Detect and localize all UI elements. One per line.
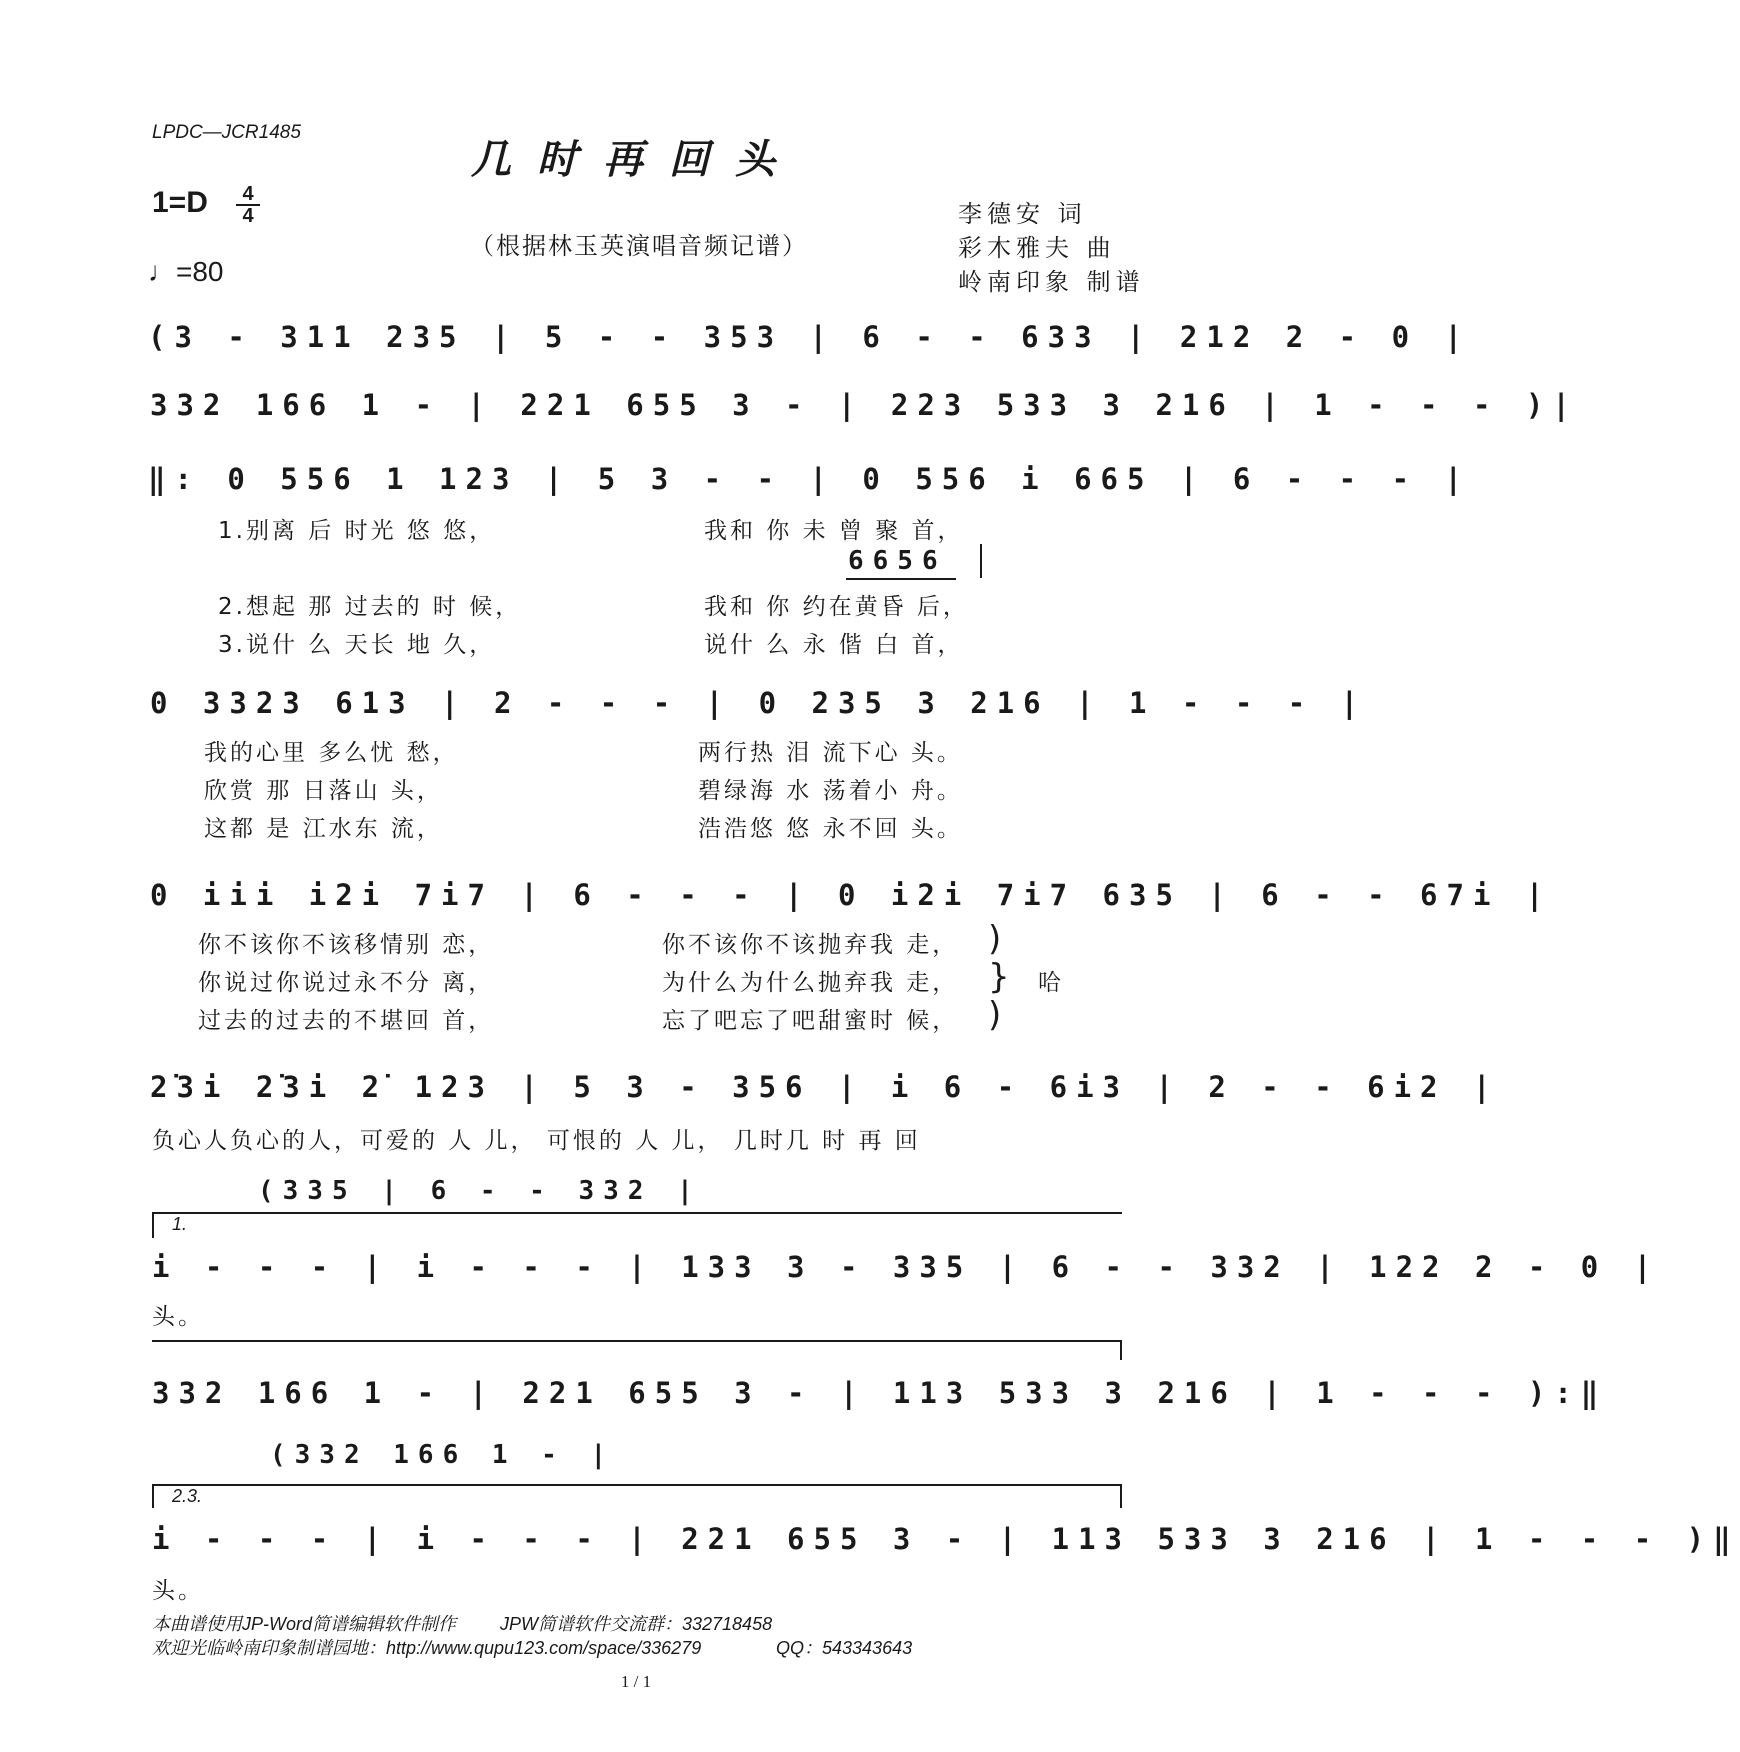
lyric-verse3-c: 这都 是 江水东 流， (204, 816, 443, 842)
lyric-end-2: 头。 (152, 1578, 204, 1604)
footer-qq: QQ：543343643 (776, 1638, 913, 1658)
alternate-notes: 6656 (848, 546, 947, 576)
verse-brace-icon: ) } ) (988, 919, 1010, 1035)
lyric-verse3-e: 过去的过去的不堪回 首， (198, 1008, 495, 1034)
lyric-ha: 哈 (1038, 970, 1064, 996)
score-line-4: 0 3323 613 | 2 - - - | 0 235 3 216 | 1 - - - | (150, 686, 1368, 720)
footer-website: 欢迎光临岭南印象制谱园地：http://www.qupu123.com/space/336279 (152, 1638, 702, 1658)
volta-2-label: 2.3. (172, 1486, 203, 1506)
alternate-notes-underline (846, 578, 956, 580)
song-title: 几时再回头 (471, 136, 801, 183)
lyric-end-1: 头。 (152, 1304, 204, 1330)
page-number: 1 / 1 (620, 1672, 652, 1691)
time-signature (236, 184, 260, 226)
score-line-10: (332 166 1 - | (270, 1440, 616, 1470)
lyric-verse1-c: 我的心里 多么忧 愁， (204, 740, 459, 766)
lyric-verse2-b: 我和 你 约在黄昏 后， (704, 594, 969, 620)
score-line-9: 332 166 1 - | 221 655 3 - | 113 533 3 216 | 1 - - - ):‖ (152, 1376, 1608, 1410)
volta-1-line (152, 1212, 1122, 1214)
volta-1-label: 1. (172, 1214, 188, 1234)
composer-credit: 彩木雅夫 曲 (958, 234, 1116, 262)
lyric-verse3-a: 3.说什 么 天长 地 久， (218, 632, 496, 658)
time-sig-top: 4 (236, 184, 260, 206)
lyric-verse2-a: 2.想起 那 过去的 时 候， (218, 594, 522, 620)
subtitle: （根据林玉英演唱音频记谱） (470, 232, 808, 260)
volta-1-hook (152, 1212, 154, 1238)
lyric-verse1-e: 你不该你不该移情别 恋， (198, 932, 495, 958)
alternate-barline (980, 544, 982, 578)
lyric-verse2-c: 欣赏 那 日落山 头， (204, 778, 443, 804)
score-line-7: (335 | 6 - - 332 | (258, 1176, 702, 1206)
key-signature: 1=D (152, 186, 208, 219)
tempo-value: =80 (176, 256, 224, 287)
lyric-verse3-f: 忘了吧忘了吧甜蜜时 候， (662, 1008, 959, 1034)
score-line-6: 2̇3i 2̇3i 2̇ 123 | 5 3 - 356 | i 6 - 6i3 | 2 - - 6i2 | (150, 1070, 1500, 1104)
volta-2-end-hook (1120, 1484, 1122, 1508)
score-line-2: 332 166 1 - | 221 655 3 - | 223 533 3 216 | 1 - - - )| (150, 388, 1579, 422)
score-line-3: ‖: 0 556 1 123 | 5 3 - - | 0 556 i 665 | 6 - - - | (148, 462, 1471, 496)
tempo-mark (148, 256, 224, 288)
arranger-credit: 岭南印象 制谱 (958, 268, 1145, 296)
lyric-verse1-a: 1.别离 后 时光 悠 悠， (218, 518, 496, 544)
lyric-verse3-b: 说什 么 永 偕 白 首， (704, 632, 964, 658)
lyric-verse1-d: 两行热 泪 流下心 头。 (698, 740, 963, 766)
volta-1-end-hook (1120, 1340, 1122, 1360)
score-line-5: 0 iii i2i 7i7 | 6 - - - | 0 i2i 7i7 635 | 6 - - 67i | (150, 878, 1553, 912)
score-line-8: i - - - | i - - - | 133 3 - 335 | 6 - - 332 | 122 2 - 0 | (152, 1250, 1661, 1284)
lyric-verse2-d: 碧绿海 水 荡着小 舟。 (698, 778, 963, 804)
lyric-verse1-b: 我和 你 未 曾 聚 首， (704, 518, 964, 544)
footer-group-number: JPW简谱软件交流群：332718458 (500, 1614, 773, 1634)
score-line-11: i - - - | i - - - | 221 655 3 - | 113 533 3 216 | 1 - - - )‖ (152, 1522, 1740, 1556)
volta-2-hook (152, 1484, 154, 1508)
volta-2-line (152, 1484, 1122, 1486)
lyric-chorus: 负心人负心的人，可爱的 人 儿， 可恨的 人 儿， 几时几 时 再 回 (152, 1128, 921, 1154)
score-code: LPDC—JCR1485 (152, 122, 301, 143)
lyricist-credit: 李德安 词 (958, 200, 1087, 228)
time-sig-bottom: 4 (242, 205, 254, 227)
lyric-verse1-f: 你不该你不该抛弃我 走， (662, 932, 959, 958)
volta-1-continue-line (152, 1340, 1122, 1342)
lyric-verse2-f: 为什么为什么抛弃我 走， (662, 970, 959, 996)
footer-software-note: 本曲谱使用JP-Word简谱编辑软件制作 (152, 1614, 457, 1634)
lyric-verse3-d: 浩浩悠 悠 永不回 头。 (698, 816, 963, 842)
score-line-1: (3 - 311 235 | 5 - - 353 | 6 - - 633 | 212 2 - 0 | (148, 320, 1471, 354)
lyric-verse2-e: 你说过你说过永不分 离， (198, 970, 495, 996)
quarter-note-icon: ♩ (148, 256, 176, 287)
